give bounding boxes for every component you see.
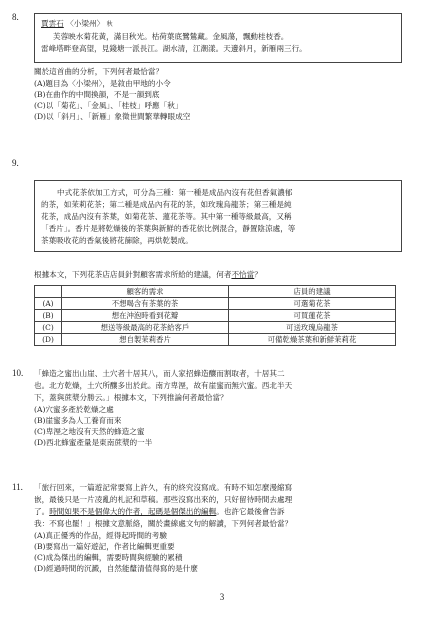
q11-passage — [34, 482, 292, 530]
q11-passage-line: 嵌，最後只是一片凌亂的札記和草稿。那些沒寫出來的，只好留待時間去處理 — [34, 495, 293, 504]
q8-option-a[interactable]: (A)題目為〈小梁州〉，是敘由甲地的小令 — [34, 79, 171, 88]
q11-passage-line: 我：不寫也罷！」根據文意脈絡，關於畫線處文句的解讀，下列何者最恰當？ — [34, 519, 293, 528]
q8-poem-author: 賈雲石 — [41, 19, 64, 28]
table-row[interactable] — [35, 334, 396, 346]
q9-stem — [34, 269, 262, 280]
question-10-number: 10. — [12, 368, 24, 378]
q9-header-need: 顧客的需求 — [62, 286, 229, 298]
q9-table-corner — [35, 286, 62, 298]
question-11-number: 11. — [12, 482, 23, 492]
q9-passage-box — [34, 180, 402, 252]
q9-stem-text: 根據本文，下列花茶店店員針對顧客需求所給的建議，何者 — [34, 270, 232, 279]
q9-stem-end: ？ — [254, 270, 262, 279]
q11-options — [34, 530, 198, 574]
q9-passage-line: 的茶，如茉莉花茶；第二種是成品內有花的茶，如玫瑰烏龍茶；第三種是純 — [41, 200, 292, 209]
q11-passage-line-underlined: 了。時間如果不是個偉大的作者，起碼是個傑出的編輯。也許它最後會告訴 — [34, 507, 285, 516]
q9-row-advice: 可選菊花茶 — [229, 298, 396, 310]
q8-options — [34, 78, 190, 122]
q9-row-advice: 可買蓮花茶 — [229, 310, 396, 322]
q9-row-advice: 可送玫瑰烏龍茶 — [229, 322, 396, 334]
q9-row-need: 不想喝含有茶葉的茶 — [62, 298, 229, 310]
q8-option-c[interactable]: (C)以「菊花」、「金風」、「桂枝」呼應「秋」 — [34, 101, 183, 110]
q11-option-c[interactable]: (C)成為傑出的編輯，需要時間與經驗的累積 — [34, 553, 183, 562]
q9-row-advice: 可備乾燥茶葉和新鮮茉莉花 — [229, 334, 396, 346]
q9-passage-line: 「香片」。香片是將乾燥後的茶葉與新鮮的香花依比例混合，靜置陰涼處，等 — [41, 224, 296, 233]
q9-options-table — [34, 285, 396, 346]
q9-row-label: (D) — [35, 334, 62, 346]
q8-option-b[interactable]: (B)在曲作的中間換韻，不是一韻到底 — [34, 90, 160, 99]
q10-option-a[interactable]: (A)穴蜜多產於乾燥之處 — [34, 405, 114, 414]
table-row[interactable] — [35, 322, 396, 334]
q10-passage-line: 也。北方乾燥，土穴所釀多出於此。南方卑溼，故有崖蜜而無穴蜜。西北半天 — [34, 381, 293, 390]
q11-option-a[interactable]: (A)真正優秀的作品，經得起時間的考驗 — [34, 531, 167, 540]
q8-stem: 關於這首曲的分析，下列何者最恰當？ — [34, 67, 164, 76]
q8-poem-heading — [41, 18, 395, 31]
q8-option-d[interactable]: (D)以「斜月」、「新雁」象徵世間繁華轉眼成空 — [34, 112, 191, 121]
q10-option-b[interactable]: (B)崖蜜多為人工養育而來 — [34, 416, 122, 425]
q8-poem-line: 雷峰塔畔登高望，見錢塘一派長江。湖水清，江潮漾。天邊斜月，新雁兩三行。 — [41, 44, 307, 53]
q9-table-header-row — [35, 286, 396, 298]
q10-option-c[interactable]: (C)卑溼之地沒有天然的蜂造之蜜 — [34, 427, 145, 436]
q10-passage — [34, 368, 292, 404]
q8-poem-genre: 秋 — [106, 21, 113, 28]
q10-option-d[interactable]: (D)西北蜂蜜產量是東南蔗漿的一半 — [34, 438, 153, 447]
table-row[interactable] — [35, 298, 396, 310]
q8-poem-box — [34, 13, 402, 63]
q9-header-advice: 店員的建議 — [229, 286, 396, 298]
q10-passage-line: 下，蓋與蔗漿分勝云。」根據本文，下列推論何者最恰當？ — [34, 393, 228, 402]
q11-option-d[interactable]: (D)經過時間的沉澱，自然能釐清值得寫的是什麼 — [34, 564, 198, 573]
q9-passage-line: 花茶，成品內沒有茶葉，如菊花茶、蓮花茶等。其中第一種等級最高，又稱 — [41, 212, 292, 221]
q9-passage-line: 茶葉吸收花的香氣後將花篩除，再烘乾製成。 — [41, 236, 193, 245]
q11-underlined-phrase: 時間如果不是個偉大的作者，起碼是個傑出的編輯 — [49, 507, 217, 516]
q9-row-need: 想在沖泡時看到花瓣 — [62, 310, 229, 322]
q10-options — [34, 404, 152, 448]
question-9-number: 9. — [12, 158, 19, 168]
question-8-number: 8. — [12, 12, 19, 22]
page-number: 3 — [219, 592, 225, 602]
q8-poem-title: 〈小梁州〉 — [66, 19, 105, 28]
q10-passage-line: 「蜂造之蜜出山崖、土穴者十居其八，而人家招蜂造釀而割取者，十居其二 — [34, 369, 285, 378]
q9-passage-line: 中式花茶依加工方式，可分為三種：第一種是成品內沒有花但香氣濃郁 — [57, 188, 293, 197]
q11-passage-line: 「旅行回來，一篇遊記常要寫上許久，有的終究沒寫成。有時不知怎麼漫縮寫 — [34, 483, 293, 492]
table-row[interactable] — [35, 310, 396, 322]
q9-stem-emphasis: 不恰當 — [231, 270, 255, 279]
q9-row-need: 想自製茉莉香片 — [62, 334, 229, 346]
q11-option-b[interactable]: (B)要寫出一篇好遊記，作者比編輯更重要 — [34, 542, 175, 551]
q9-row-label: (A) — [35, 298, 62, 310]
q8-poem-line: 芙蓉映水菊花黃，滿目秋光。枯荷葉底鷺鷥藏。金風蕩，飄動桂枝香。 — [53, 32, 289, 41]
q9-row-label: (C) — [35, 322, 62, 334]
q9-row-label: (B) — [35, 310, 62, 322]
q9-row-need: 想送等級最高的花茶給客戶 — [62, 322, 229, 334]
